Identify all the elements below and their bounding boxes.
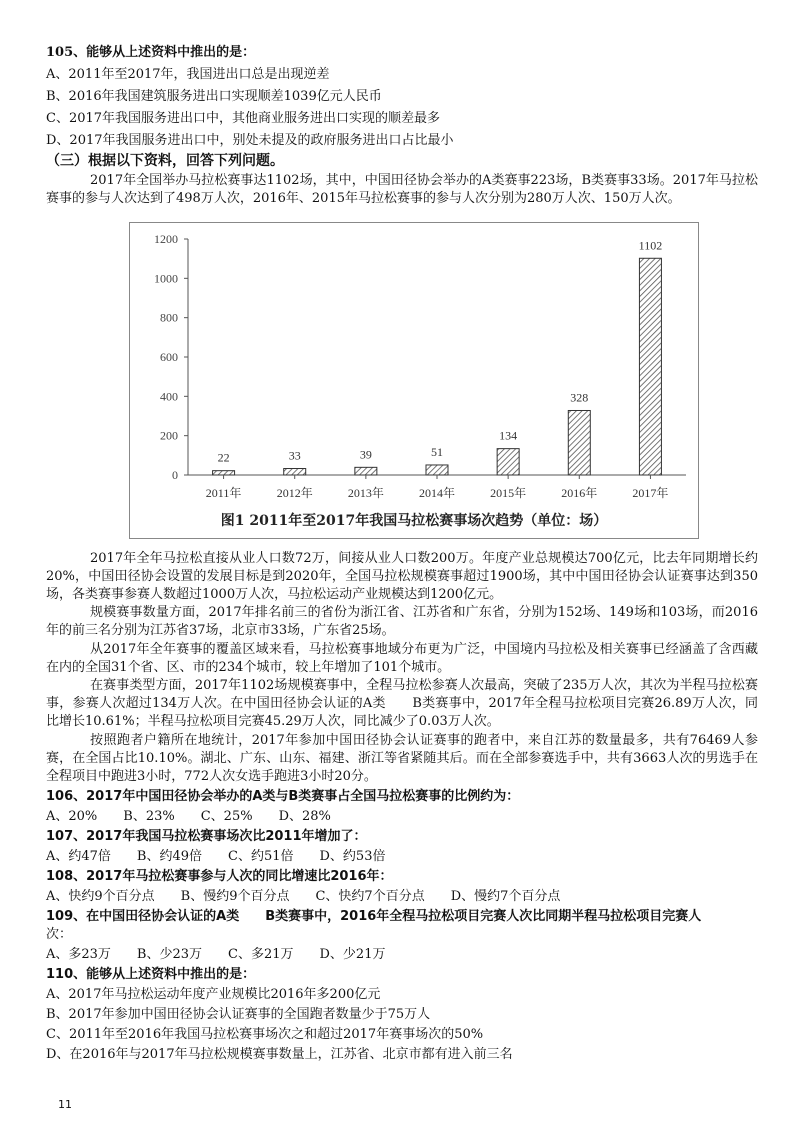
paragraph-5: 按照跑者户籍所在地统计，2017年参加中国田径协会认证赛事的跑者中，来自江苏的数量最多，共有76469人参赛，在全国占比10.10%。湖北、广东、山东、福建、浙江等省紧随其后。而在全部参赛选手中，共有3663人次的男选手在全程项目中跑进3小时，772人次女选手跑进3小时20分。 — [46, 733, 758, 784]
x-tick-label: 2013年 — [347, 486, 384, 500]
q107-stem-text: 107、2017年我国马拉松赛事场次比2011年增加了： — [46, 829, 367, 844]
bar-2017年 — [639, 258, 661, 475]
x-tick-label: 2014年 — [418, 486, 456, 500]
data-label: 33 — [288, 448, 301, 463]
x-tick-label: 2016年 — [561, 486, 598, 500]
chart-title: 图1 2011年至2017年我国马拉松赛事场次趋势（单位：场） — [220, 513, 608, 529]
y-tick-label: 0 — [172, 468, 178, 482]
bar-chart-svg — [130, 223, 698, 538]
q106-stem — [46, 788, 519, 806]
q107-options: A、约47倍 B、约49倍 C、约51倍 D、约53倍 — [46, 849, 386, 864]
paragraph-1: 2017年全年马拉松直接从业人口数72万，间接从业人口数200万。年度产业总规模达700亿元，比去年同期增长约20%，中国田径协会设置的发展目标是到2020年，全国马拉松规模赛事超过1900场，其中中国田径协会认证赛事达到350场，各类赛事参赛人数超过1000万人次，马拉松运动产业规模达到1200亿元。 — [46, 551, 758, 602]
q108-stem-text: 108、2017年马拉松赛事参与人次的同比增速比2016年： — [46, 869, 393, 884]
q108-stem — [46, 868, 393, 886]
x-tick-label: 2012年 — [276, 486, 313, 500]
q110-option-d: D、在2016年与2017年马拉松规模赛事数量上，江苏省、北京市都有进入前三名 — [46, 1047, 513, 1062]
bar-2011年 — [213, 471, 235, 475]
q105-stem: 105、能够从上述资料中推出的是： — [46, 45, 256, 60]
bar-2016年 — [568, 410, 590, 475]
bar-2015年 — [497, 449, 519, 475]
y-tick-label: 1000 — [154, 271, 178, 286]
marathon-chart — [129, 222, 699, 539]
bar-2014年 — [426, 465, 448, 475]
bar-2012年 — [284, 469, 306, 475]
page-number: 11 — [58, 1098, 72, 1111]
q106-options: A、20% B、23% C、25% D、28% — [46, 809, 331, 824]
y-tick-label: 400 — [160, 389, 178, 404]
q109-options: A、多23万 B、少23万 C、多21万 D、少21万 — [46, 947, 386, 962]
section-heading: （三）根据以下资料，回答下列问题。 — [46, 153, 284, 169]
q110-option-c: C、2011年至2016年我国马拉松赛事场次之和超过2017年赛事场次的50% — [46, 1027, 484, 1042]
data-label: 22 — [217, 450, 230, 465]
q110-option-a: A、2017年马拉松运动年度产业规模比2016年多200亿元 — [46, 987, 381, 1002]
q108-options: A、快约9个百分点 B、慢约9个百分点 C、快约7个百分点 D、慢约7个百分点 — [46, 889, 561, 904]
y-tick-label: 600 — [160, 350, 178, 364]
q109-stem-cont: 次： — [46, 927, 73, 942]
q109-stem — [46, 908, 701, 926]
intro-paragraph: 2017年全国举办马拉松赛事达1102场，其中，中国田径协会举办的A类赛事223场，B类赛事33场。2017年马拉松赛事的参与人次达到了498万人次，2016年、2015年马拉松赛事的参与人次分别为280万人次、150万人次。 — [46, 173, 758, 206]
y-tick-label: 200 — [160, 428, 178, 443]
y-tick-label: 1200 — [154, 232, 178, 246]
q105-option-a: A、2011年至2017年，我国进出口总是出现逆差 — [46, 67, 330, 82]
data-label: 39 — [359, 447, 372, 462]
paragraph-3: 从2017年全年赛事的覆盖区域来看，马拉松赛事地域分布更为广泛，中国境内马拉松及相关赛事已经涵盖了含西藏在内的全国31个省、区、市的234个城市，较上年增加了101个城市。 — [46, 642, 758, 675]
data-label: 134 — [499, 428, 518, 443]
bar-2013年 — [355, 467, 377, 475]
q105-option-b: B、2016年我国建筑服务进出口实现顺差1039亿元人民币 — [46, 89, 382, 104]
data-label: 1102 — [638, 238, 663, 253]
q109-stem-text: 109、在中国田径协会认证的A类 B类赛事中，2016年全程马拉松项目完赛人次比同期半程马拉松项目完赛人 — [46, 909, 702, 924]
y-tick-label: 800 — [160, 310, 178, 325]
q110-stem — [46, 966, 255, 984]
q106-stem-text: 106、2017年中国田径协会举办的A类与B类赛事占全国马拉松赛事的比例约为： — [46, 789, 520, 804]
x-tick-label: 2015年 — [490, 486, 527, 500]
q110-option-b: B、2017年参加中国田径协会认证赛事的全国跑者数量少于75万人 — [46, 1007, 431, 1022]
q105-option-c: C、2017年我国服务进出口中，其他商业服务进出口实现的顺差最多 — [46, 111, 441, 126]
data-label: 51 — [431, 444, 443, 459]
q110-stem-text: 110、能够从上述资料中推出的是： — [46, 967, 256, 982]
paragraph-4: 在赛事类型方面，2017年1102场规模赛事中，全程马拉松参赛人次最高，突破了235万人次，其次为半程马拉松赛事，参赛人次超过134万人次。在中国田径协会认证的A类 B类赛事中，2017年全程马拉松项目完赛26.89万人次，同比增长10.61%；半程马拉松项目完赛45.29万人次，同比减少了0.03万人次。 — [46, 678, 758, 729]
x-tick-label: 2011年 — [205, 486, 242, 500]
data-label: 328 — [570, 390, 589, 405]
q107-stem — [46, 828, 367, 846]
q105-option-d: D、2017年我国服务进出口中，别处未提及的政府服务进出口占比最小 — [46, 133, 454, 148]
paragraph-2: 规模赛事数量方面，2017年排名前三的省份为浙江省、江苏省和广东省，分别为152场、149场和103场，而2016年的前三名分别为江苏省37场，北京市33场，广东省25场。 — [46, 605, 758, 638]
x-tick-label: 2017年 — [632, 486, 669, 500]
